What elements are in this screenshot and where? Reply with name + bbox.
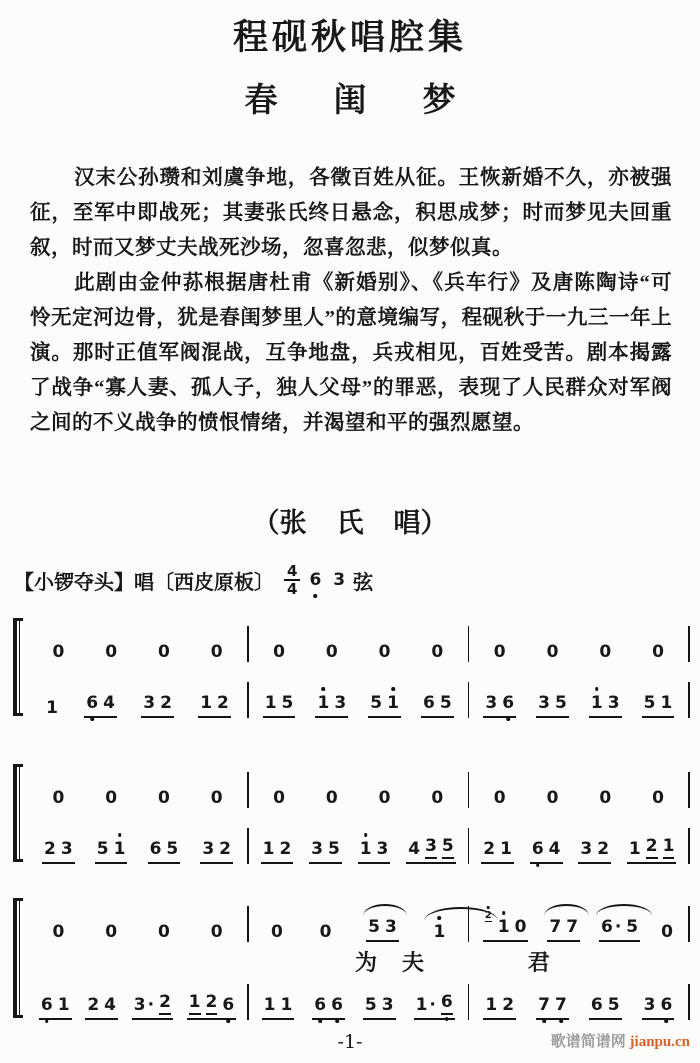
vocal-line [28,898,690,942]
measure [469,836,688,864]
score-header [14,564,700,596]
beat [659,922,675,942]
beat [84,693,117,718]
note-0: 0 [546,788,559,808]
beat [209,642,225,662]
beat [589,995,622,1020]
barline [688,682,690,718]
beat [429,642,445,662]
note-0: 0 [157,788,170,808]
note-6: 6 [661,995,673,1015]
octave-dot-low [226,1019,230,1023]
lyric-syllable: 夫 [402,950,425,975]
measure [28,642,247,662]
note-5: 5 [442,836,454,859]
intro-paragraph-2: 此剧由金仲荪根据唐杜甫《新婚别》、《兵车行》及唐陈陶诗“可怜无定河边骨，犹是春闺梦里人”的意境编写，程砚秋于一九三一年上演。那时正值军阀混战，互争地盘，兵戎相见，百姓受苦。剧本揭露了战争“寡人妻、孤人子，独人父母”的罪恶，表现了人民群众对军阀之间的不义战争的愤恨情绪，并渴望和平的强烈愿望。 [30,272,672,434]
note-3: 3 [376,839,389,859]
octave-dot-low [506,717,510,721]
note-5: 5 [607,995,620,1015]
beat [536,995,569,1020]
barline [688,984,690,1020]
measure [249,836,468,864]
note-6: 6 [149,839,162,859]
piece-title-char: 春 [244,83,278,119]
note-6: 6 [423,693,435,713]
note-6: 6 [86,693,98,713]
beat [187,992,237,1020]
note-1: 1 [200,693,213,713]
note-2: 2 [597,839,610,859]
octave-dot-low [665,1019,669,1023]
note-6: 6 [41,995,53,1015]
beat [315,693,348,718]
beat [42,839,75,864]
note-6: 6 [222,995,234,1015]
beat [209,922,225,942]
beat [547,917,580,942]
piece-title-char: 梦 [422,83,456,119]
beat [156,922,172,942]
note-2: 2 [217,693,229,713]
octave-dot-high [322,687,326,691]
singer-line [0,501,700,540]
beat [597,642,613,662]
system-2 [12,764,690,864]
beat [148,839,181,864]
beat [642,693,675,718]
note-3: 3 [60,839,73,859]
note-2: 2 [219,839,232,859]
beat [481,839,514,864]
note-5: 5 [281,693,294,713]
beat [156,642,172,662]
beat [318,922,334,942]
beat [85,995,118,1020]
system-bracket [13,900,20,1016]
octave-dot-low [314,594,318,598]
beat [599,917,640,942]
watermark-domain: jianpu.cn [629,1034,690,1050]
note-5: 5 [166,839,179,859]
note-1: 1 [264,693,277,713]
note-2: 2 [502,995,515,1015]
dotted-note-dot: · [147,995,155,1015]
note-2: 2 [87,995,100,1015]
measure [469,788,688,808]
note-1: 1 [660,693,673,713]
barline [688,828,690,864]
measure [28,788,247,808]
vocal-line [28,764,690,808]
note-0: 0 [210,922,223,942]
note-5: 5 [370,693,383,713]
octave-dot-high [118,833,122,837]
note-6: 6 [502,693,514,713]
measure [249,788,468,808]
beat [597,788,613,808]
beat [271,642,287,662]
note-3: 3 [643,995,656,1015]
measure [469,642,688,662]
time-signature-numerator: 4 [284,564,300,581]
beat [263,693,296,718]
note-0: 0 [105,922,118,942]
note-3: 3 [381,995,394,1015]
note-2: 2 [483,839,496,859]
piece-title-char: 闺 [333,83,367,119]
accompaniment-line [28,820,690,864]
beat [103,922,119,942]
note-4: 4 [103,693,115,713]
octave-dot-high [595,687,599,691]
barline [688,906,690,942]
note-7: 7 [555,995,567,1015]
note-0: 0 [273,642,285,662]
beat [545,788,561,808]
time-signature-denominator: 4 [287,580,298,598]
note-3: 3 [333,570,346,590]
beat [545,642,561,662]
beat [483,693,516,718]
singer-line-part: 氏 [336,508,364,538]
measure [469,910,688,942]
note-0: 0 [378,642,391,662]
note-6: 6 [441,992,453,1015]
measure [249,917,468,942]
note-0: 0 [325,642,338,662]
octave-dot-high [364,833,368,837]
singer-line-part: （张 [252,508,307,538]
note-0: 0 [52,788,65,808]
note-0: 0 [52,922,65,942]
note-1: 1 [500,839,512,859]
note-0: 0 [273,788,285,808]
beat [309,839,342,864]
beat [536,693,569,718]
note-0: 0 [378,788,391,808]
beat [642,995,675,1020]
octave-dot-low [536,863,540,867]
watermark [551,1030,690,1051]
note-0: 0 [210,788,223,808]
accompaniment-line [28,976,690,1020]
beat [50,922,66,942]
beat [198,693,231,718]
note-0: 0 [599,788,612,808]
note-1: 1 [263,995,276,1015]
note-1: 1 [663,836,675,859]
octave-dot-high [391,687,395,691]
note-0: 0 [493,642,506,662]
octave-dot-high [438,916,442,920]
beat [492,642,508,662]
lyric-syllable: 为 [355,950,378,975]
beat [627,836,677,864]
octave-dot-low [542,1019,546,1023]
beat [312,995,345,1020]
beat [483,995,516,1020]
piece-title [0,74,700,121]
beat [324,642,340,662]
note-1: 1 [628,839,641,859]
beat [421,693,454,718]
note-3: 3 [202,839,215,859]
octave-dot-high [487,906,490,909]
note-0: 0 [105,788,118,808]
note-7: 7 [549,917,562,937]
score [12,618,690,1020]
note-1: 1 [46,698,58,718]
measure [249,693,468,718]
beat [209,788,225,808]
octave-dot-high [502,911,506,915]
octave-dot-low [445,1017,449,1021]
beat [95,839,128,864]
note-0: 0 [319,922,332,942]
beat [358,839,391,864]
beat [39,995,72,1020]
note-5: 5 [643,693,656,713]
measure [28,922,247,942]
note-2: 2 [646,836,658,859]
beat [366,917,399,942]
note-1: 1 [485,995,498,1015]
note-6: 6 [532,839,544,859]
note-1: 1 [387,693,399,713]
beat [432,922,448,942]
beat [103,642,119,662]
beat [50,642,66,662]
beat [406,836,456,864]
measure [28,839,247,864]
vocal-line [28,618,690,662]
beat [262,995,295,1020]
aria-mode-label: 唱〔西皮原板〕 [134,571,274,594]
note-5: 5 [626,917,639,937]
intro-paragraph-1: 汉末公孙瓒和刘虞争地，各徵百姓从征。王恢新婚不久，亦被强征，至军中即战死；其妻张氏终日悬念，积思成梦；时而梦见夫回重叙，时而又梦丈夫战死沙场，忽喜忽悲，似梦似真。 [30,167,672,259]
accompaniment-line [28,674,690,718]
note-3: 3 [384,917,397,937]
dotted-note-dot: · [429,995,436,1015]
beat [589,693,622,718]
octave-dot-low [90,717,94,721]
watermark-site-name: 歌谱简谱网 [550,1034,626,1050]
barline [688,626,690,662]
note-0: 0 [546,642,559,662]
note-7: 7 [566,917,579,937]
note-3: 3 · [133,995,155,1015]
note-0: 0 [157,642,170,662]
beat [50,788,66,808]
measure [469,693,688,718]
note-5: 5 [96,839,109,859]
measure [249,642,468,662]
note-5: 5 [327,839,340,859]
octave-dot-low [559,1019,563,1023]
octave-dot-low [45,1019,49,1023]
note-0: 0 [105,642,118,662]
beat [492,788,508,808]
beat [414,992,455,1020]
note-0: 0 [431,642,444,662]
note-2: 2 [160,693,172,713]
beat [156,788,172,808]
system-bracket [13,620,20,714]
beat [132,992,173,1020]
note-3: 3 [538,693,550,713]
lyric-syllable: 君 [527,950,550,975]
tuning-label: 弦 [353,571,374,594]
note-4: 4 [408,839,421,859]
note-5: 5 [439,693,452,713]
note-3: 3 [425,836,437,859]
beat [44,698,60,718]
note-3: 3 [334,693,347,713]
note-2: 2 [206,992,218,1015]
measure [469,995,688,1020]
measure [28,992,247,1020]
beat [363,995,396,1020]
note-0: 0 [493,788,506,808]
note-1: 1 [189,992,201,1015]
dotted-note-dot: · [614,917,622,937]
note-2: 2 [159,992,171,1015]
note-0: 0 [157,922,170,942]
page-number: -1- [337,1031,363,1053]
beat [530,839,563,864]
note-0: 0 [652,642,664,662]
note-0: 0 [325,788,338,808]
note-5: 5 [364,995,377,1015]
beat [650,788,666,808]
book-title: 程砚秋唱腔集 [232,18,467,57]
beat [429,788,445,808]
note-6: 6 [314,995,326,1015]
note-0: 0 [661,922,673,942]
system-3 [12,898,690,1020]
note-3: 3 [485,693,498,713]
beat [200,839,233,864]
barline [688,772,690,808]
note-7: 7 [538,995,550,1015]
beat [103,788,119,808]
note-3: 3 [607,693,620,713]
percussion-pattern-label: 【小锣夺头】 [14,571,134,594]
beat [269,922,285,942]
note-6: 6 [331,995,343,1015]
tuning-notes [309,570,345,590]
note-1: 1 [262,839,275,859]
note-4: 4 [548,839,561,859]
note-0: 0 [599,642,612,662]
lyrics-line [28,946,690,976]
beat [650,642,666,662]
system-bracket [13,766,20,860]
note-1: 1 [434,922,446,942]
note-5: 5 [368,917,380,937]
octave-dot-low [335,1019,339,1023]
note-0: 0 [271,922,283,942]
time-signature [284,564,300,596]
note-3: 3 [580,839,593,859]
grace-note: 2 [485,911,492,922]
note-6: 6 [309,570,321,590]
note-4: 4 [104,995,116,1015]
note-1: 1 [360,839,372,859]
beat [368,693,401,718]
note-6: 6 · [600,917,622,937]
note-1: 1 [280,995,293,1015]
beat [261,839,294,864]
beat [578,839,611,864]
singer-line-part: 唱） [393,508,448,538]
note-1: 1 [57,995,70,1015]
note-3: 3 [311,839,323,859]
octave-dot-low [318,1019,322,1023]
note-1: 1 [114,839,126,859]
note-0: 0 [431,788,444,808]
note-1: 1 [591,693,603,713]
note-2: 2 [279,839,292,859]
beat [271,788,287,808]
note-0: 0 [52,642,65,662]
note-1: 1 · [415,995,436,1015]
note-1: 1 [317,693,329,713]
note-6: 6 [590,995,603,1015]
note-0: 0 [652,788,664,808]
beat [141,693,174,718]
note-0: 0 [210,642,223,662]
note-2: 2 [44,839,56,859]
beat [483,910,529,942]
system-1 [12,618,690,718]
measure [249,992,468,1020]
note-3: 3 [143,693,156,713]
note-1: 1 [498,917,510,937]
beat [324,788,340,808]
beat [377,788,393,808]
introduction [30,161,672,441]
beat [377,642,393,662]
measure [28,693,247,718]
note-0: 0 [514,917,527,937]
note-5: 5 [554,693,567,713]
